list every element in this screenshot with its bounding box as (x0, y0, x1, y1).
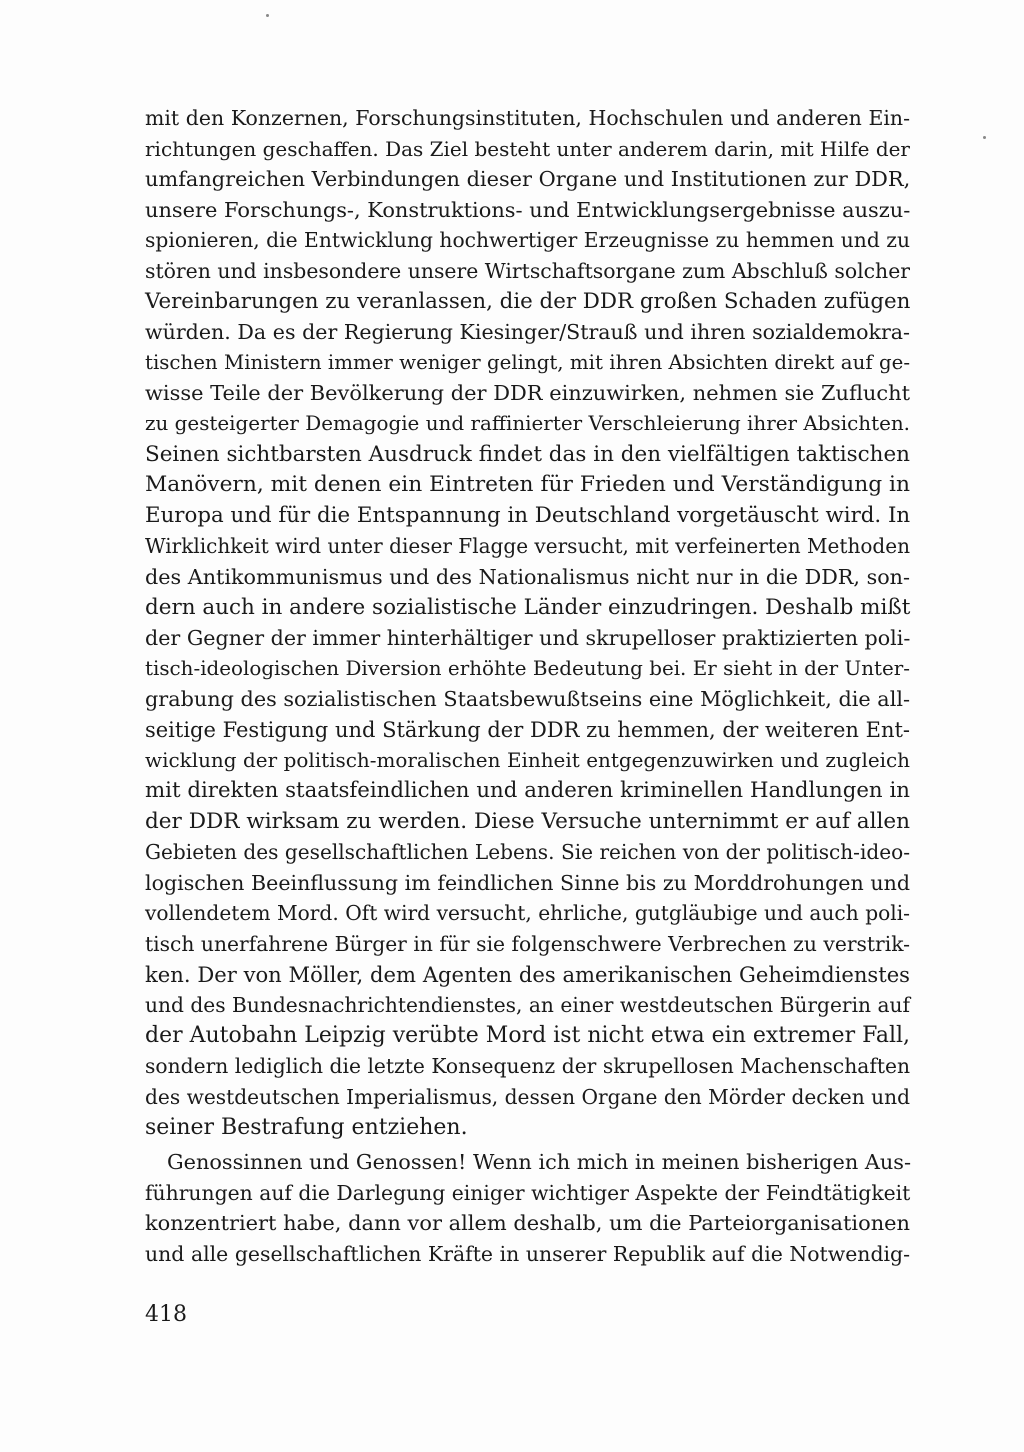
text-line: zu gesteigerter Demagogie und raffinierter Verschleierung ihrer Absichten. (145, 411, 910, 435)
text-line: spionieren, die Entwicklung hochwertiger Erzeugnisse zu hemmen und zu (145, 228, 910, 253)
text-line: umfangreichen Verbindungen dieser Organe und Institutionen zur DDR, (145, 167, 911, 192)
text-line: sondern lediglich die letzte Konsequenz der skrupellosen Machenschaften (145, 1054, 910, 1079)
body-text (145, 103, 910, 1270)
text-line: und alle gesellschaftlichen Kräfte in unserer Republik auf die Notwendig- (145, 1241, 910, 1266)
text-line: unsere Forschungs-, Konstruktions- und Entwicklungsergebnisse auszu- (145, 197, 911, 222)
text-line: Genossinnen und Genossen! Wenn ich mich in meinen bisherigen Aus- (167, 1150, 912, 1175)
text-line: Europa und für die Entspannung in Deutschland vorgetäuscht wird. In (145, 502, 911, 528)
paragraph (145, 103, 910, 1143)
text-line: konzentriert habe, dann vor allem deshalb, um die Parteiorganisationen (145, 1211, 910, 1236)
print-speck (266, 14, 269, 17)
text-line: dern auch in andere sozialistische Länder einzudringen. Deshalb mißt (145, 594, 911, 620)
text-line: Vereinbarungen zu veranlassen, die der DDR großen Schaden zufügen (145, 288, 911, 314)
text-line: seiner Bestrafung entziehen. (145, 1114, 468, 1140)
text-line: Wirklichkeit wird unter dieser Flagge versucht, mit verfeinerten Methoden (145, 534, 910, 559)
print-speck (983, 136, 986, 139)
text-line: führungen auf die Darlegung einiger wichtiger Aspekte der Feindtätigkeit (145, 1180, 911, 1205)
text-line: mit den Konzernen, Forschungsinstituten, Hochschulen und anderen Ein- (145, 106, 910, 130)
text-line: tischen Ministern immer weniger gelingt, mit ihren Absichten direkt auf ge- (145, 350, 910, 374)
text-line: richtungen geschaffen. Das Ziel besteht unter anderem darin, mit Hilfe der (145, 136, 910, 161)
text-line: der DDR wirksam zu werden. Diese Versuche unternimmt er auf allen (145, 808, 910, 834)
text-line: Manövern, mit denen ein Eintreten für Frieden und Verständigung in (145, 472, 910, 498)
text-line: seitige Festigung und Stärkung der DDR zu hemmen, der weiteren Ent- (145, 717, 910, 742)
page-number: 418 (145, 1302, 187, 1327)
text-line: wicklung der politisch-moralischen Einheit entgegenzuwirken und zugleich (145, 748, 910, 773)
text-line: der Gegner der immer hinterhältiger und skrupelloser praktizierten poli- (145, 626, 911, 651)
text-line: stören und insbesondere unsere Wirtschaftsorgane zum Abschluß solcher (145, 258, 911, 283)
text-line: wisse Teile der Bevölkerung der DDR einzuwirken, nehmen sie Zuflucht (145, 381, 910, 406)
paragraph (145, 1147, 910, 1269)
text-line: der Autobahn Leipzig verübte Mord ist nicht etwa ein extremer Fall, (145, 1022, 911, 1048)
text-line: Seinen sichtbarsten Ausdruck findet das in den vielfältigen taktischen (145, 441, 910, 467)
text-line: und des Bundesnachrichtendienstes, an einer westdeutschen Bürgerin auf (145, 993, 910, 1018)
text-line: des Antikommunismus und des Nationalismus nicht nur in die DDR, son- (145, 564, 910, 589)
text-line: Gebieten des gesellschaftlichen Lebens. Sie reichen von der politisch-ideo- (145, 840, 910, 865)
text-line: mit direkten staatsfeindlichen und anderen kriminellen Handlungen in (145, 778, 910, 804)
text-line: des westdeutschen Imperialismus, dessen Organe den Mörder decken und (145, 1085, 910, 1109)
text-line: grabung des sozialistischen Staatsbewußtseins eine Möglichkeit, die all- (145, 687, 910, 712)
text-line: ken. Der von Möller, dem Agenten des amerikanischen Geheimdienstes (145, 961, 910, 987)
text-line: tisch-ideologischen Diversion erhöhte Bedeutung bei. Er sieht in der Unter- (145, 656, 910, 680)
text-line: tisch unerfahrene Bürger in für sie folgenschwere Verbrechen zu verstrik- (145, 932, 910, 957)
text-line: würden. Da es der Regierung Kiesinger/Strauß und ihren sozialdemokra- (145, 320, 910, 345)
text-line: vollendetem Mord. Oft wird versucht, ehrliche, gutgläubige und auch poli- (145, 901, 910, 926)
text-line: logischen Beeinflussung im feindlichen Sinne bis zu Morddrohungen und (145, 870, 910, 895)
